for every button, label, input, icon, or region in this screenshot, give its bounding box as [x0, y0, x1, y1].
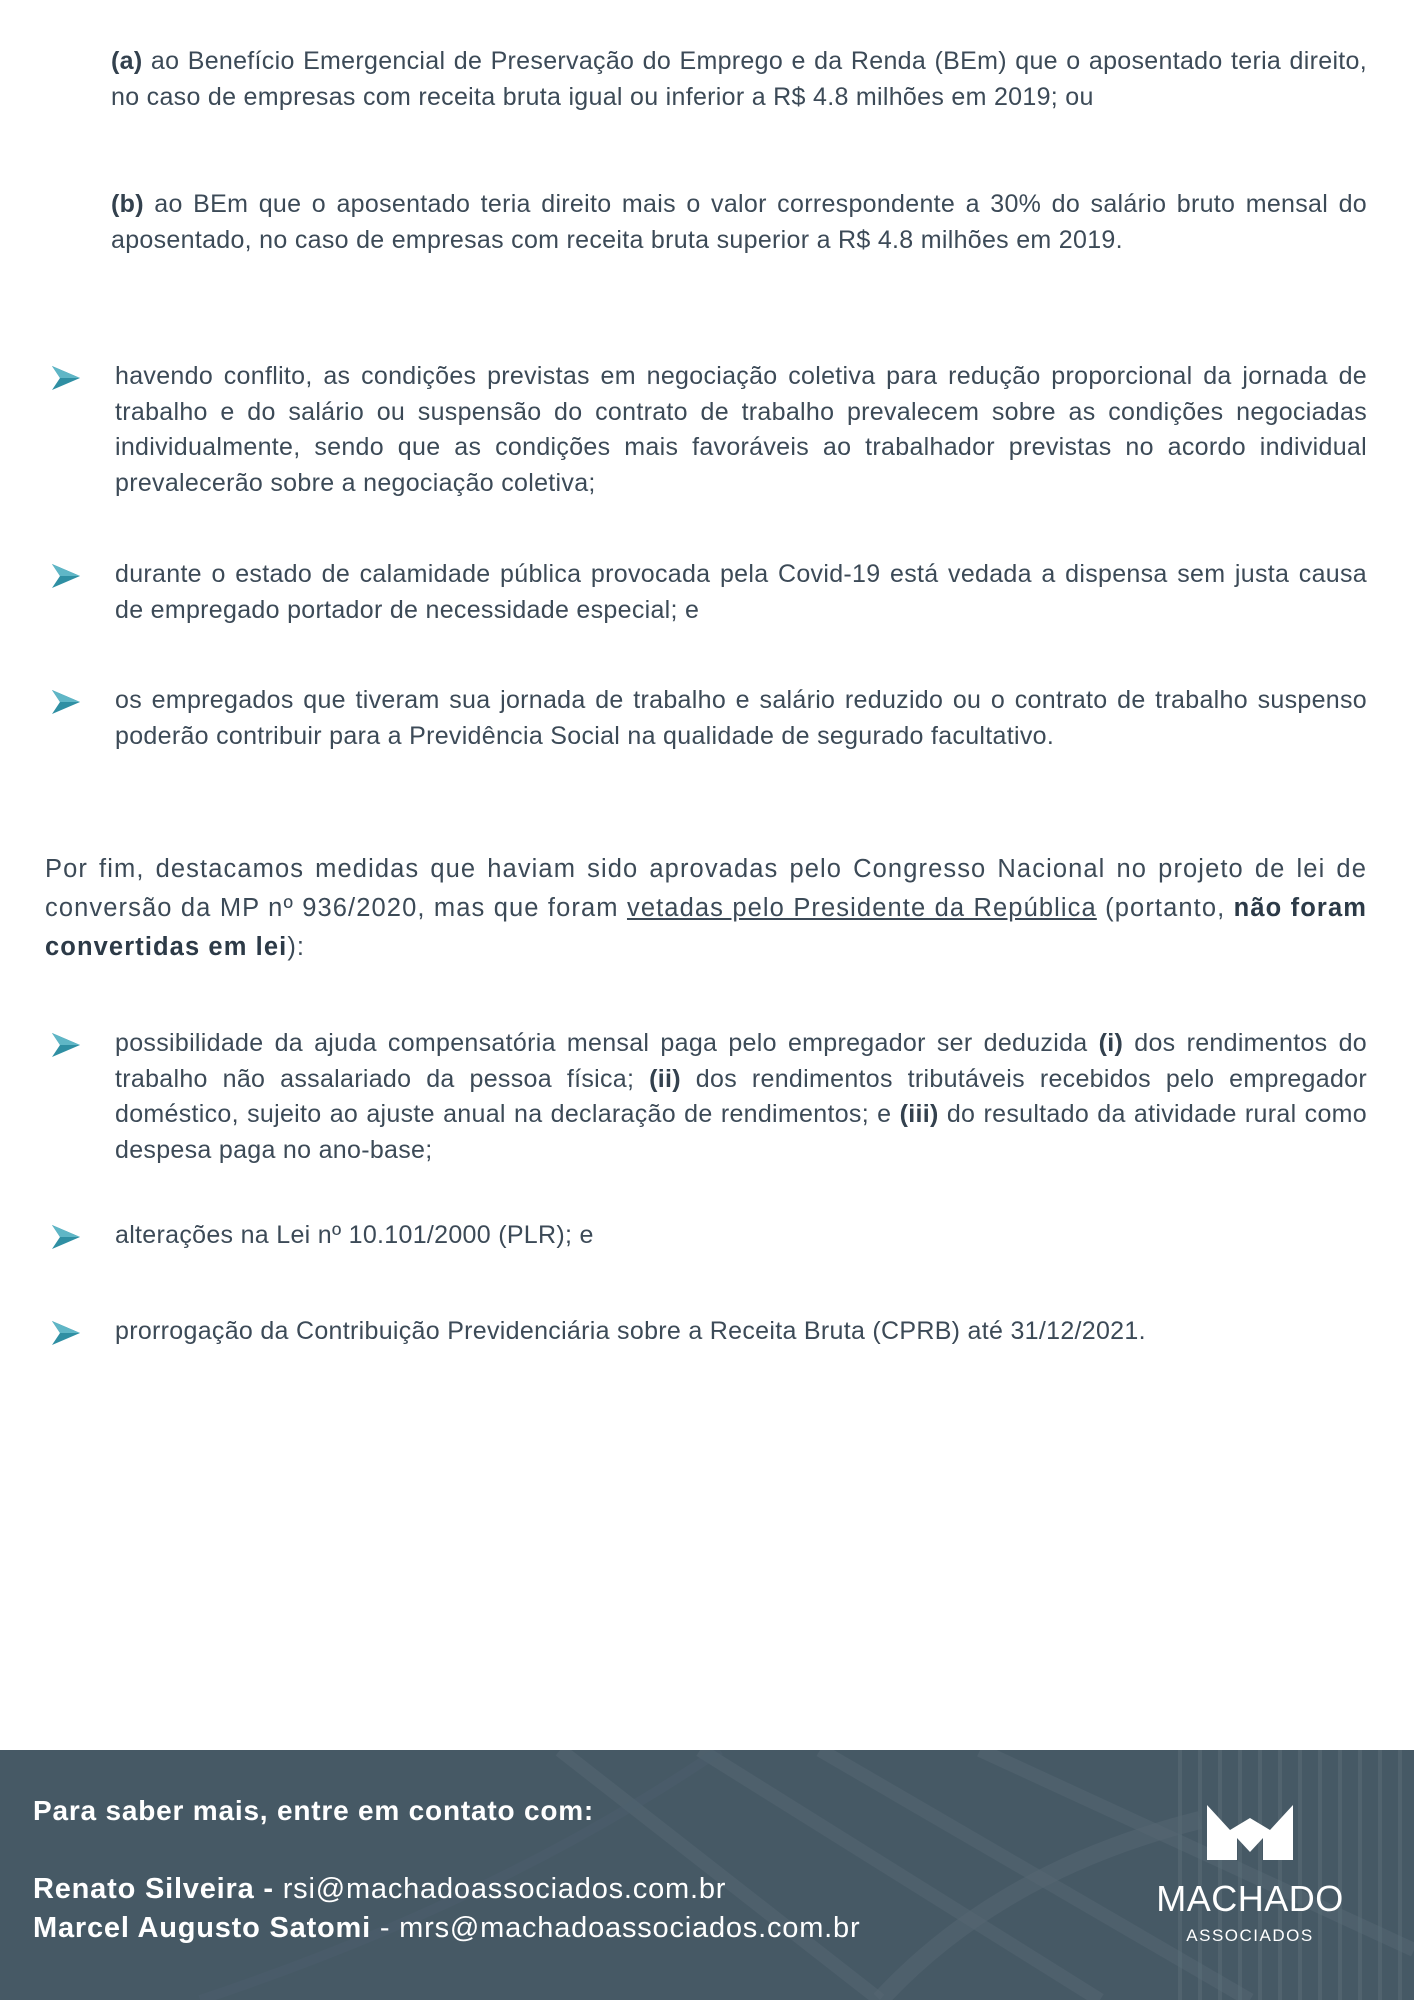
item-a-text: ao Benefício Emergencial de Preservação do Emprego e da Renda (BEm) que o aposentado teria direito, no caso de empresas com receita bruta igual ou inferior a R$ 4.8 milhões em 2019; ou	[111, 47, 1367, 111]
logo-wordmark: MACHADO	[1156, 1878, 1344, 1919]
chevron-bullet-icon	[50, 562, 82, 590]
bullet-text: possibilidade da ajuda compensatória mensal paga pelo empregador ser deduzida (i) dos rendimentos do trabalho não assalariado da pessoa física; (ii) dos rendimentos tributáveis recebidos pelo empregador doméstico, sujeito ao ajuste anual na declaração de rendimentos; e (iii) do resultado da atividade rural como despesa paga no ano-base;	[115, 1029, 1368, 1164]
contact-email-link[interactable]: rsi@machadoassociados.com.br	[282, 1873, 727, 1905]
intro-text: ):	[287, 933, 306, 961]
contact-separator: -	[371, 1912, 400, 1944]
chevron-bullet-icon	[50, 1031, 82, 1059]
contact-name: Marcel Augusto Satomi	[33, 1912, 371, 1944]
bullet-text: alterações na Lei nº 10.101/2000 (PLR); e	[115, 1221, 594, 1249]
chevron-bullet-icon	[50, 688, 82, 716]
intro-text: (portanto,	[1096, 894, 1234, 922]
contact-renato	[33, 1873, 726, 1906]
item-a-marker: (a)	[111, 47, 143, 75]
contact-marcel	[33, 1912, 860, 1945]
item-b-text: ao BEm que o aposentado teria direito mais o valor correspondente a 30% do salário bruto mensal do aposentado, no caso de empresas com receita bruta superior a R$ 4.8 milhões em 2019.	[111, 190, 1367, 254]
logo-subtitle: ASSOCIADOS	[1186, 1926, 1314, 1945]
bullet-text: havendo conflito, as condições previstas em negociação coletiva para redução proporcional da jornada de trabalho e do salário ou suspensão do contrato de trabalho prevalecem sobre as condições negociadas individualmente, sendo que as condições mais favoráveis ao trabalhador previstas no acordo individual prevalecerão sobre a negociação coletiva;	[115, 362, 1367, 497]
vetoed-underlined-text: vetadas pelo Presidente da República	[626, 894, 1097, 922]
contact-name: Renato Silveira -	[33, 1873, 283, 1905]
bullet-text: prorrogação da Contribuição Previdenciária sobre a Receita Bruta (CPRB) até 31/12/2021.	[115, 1317, 1146, 1345]
contact-email-link[interactable]: mrs@machadoassociados.com.br	[399, 1912, 861, 1944]
bullet-text: os empregados que tiveram sua jornada de trabalho e salário reduzido ou o contrato de trabalho suspenso poderão contribuir para a Previdência Social na qualidade de segurado facultativo.	[115, 686, 1367, 750]
chevron-bullet-icon	[50, 1319, 82, 1347]
vetoed-intro-paragraph	[45, 850, 1367, 967]
bullet-text: durante o estado de calamidade pública provocada pela Covid-19 está vedada a dispensa sem justa causa de empregado portador de necessidade especial; e	[115, 560, 1367, 624]
chevron-bullet-icon	[50, 364, 82, 392]
item-a-paragraph	[111, 44, 1367, 115]
item-b-paragraph	[111, 187, 1367, 258]
intro-text: Por fim, destacamos medidas que haviam sido aprovadas pelo Congresso Nacional no projeto de lei de conversão da MP nº 936/2020, mas que foram	[45, 855, 1367, 922]
contact-heading: Para saber mais, entre em contato com:	[33, 1795, 595, 1826]
chevron-bullet-icon	[50, 1223, 82, 1251]
item-b-marker: (b)	[111, 190, 144, 218]
not-converted-bold-text: não foram convertidas em lei	[45, 894, 1368, 961]
